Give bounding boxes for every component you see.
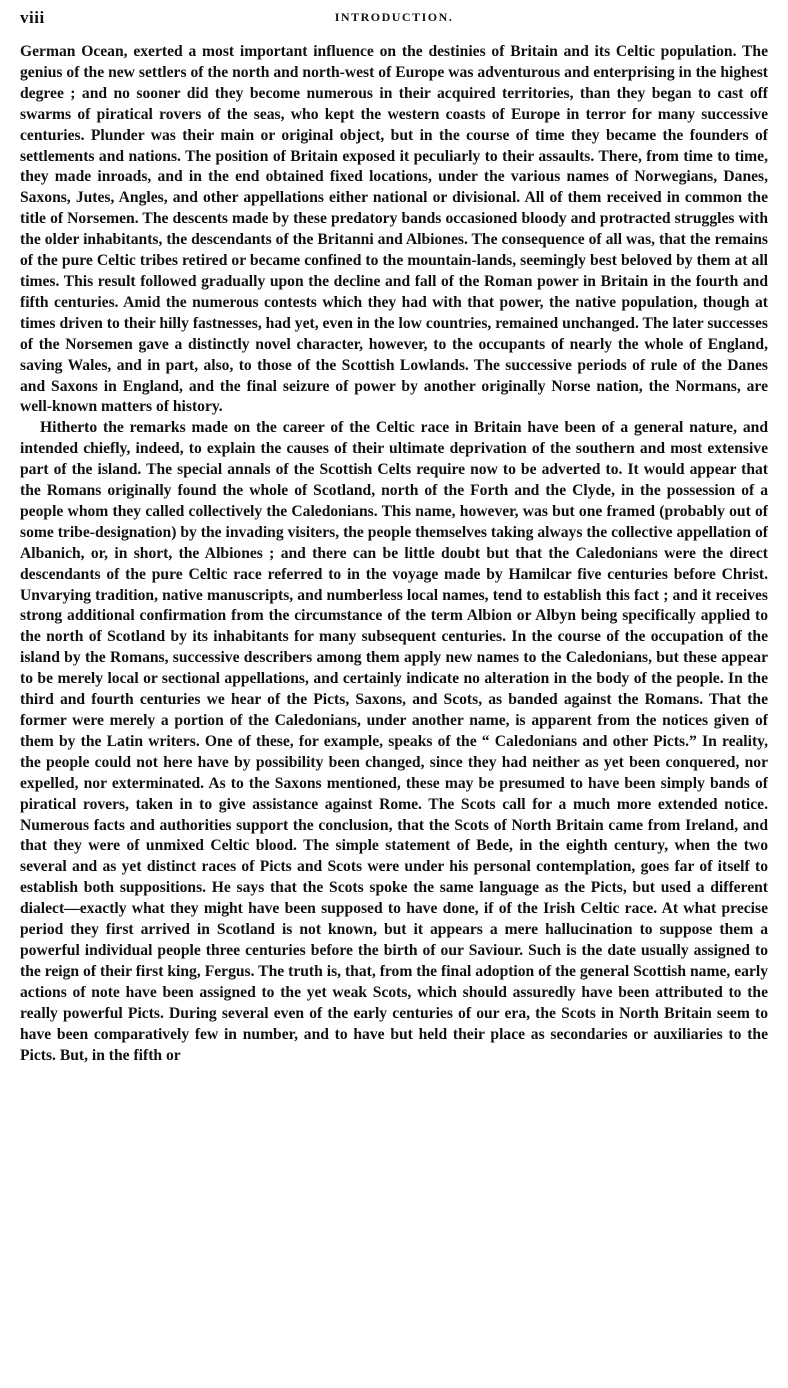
- running-title: INTRODUCTION.: [334, 10, 454, 24]
- paragraph-scottish-celts: Hitherto the remarks made on the career of the Celtic race in Britain have been of a general nature, and intended chiefly, indeed, to explain the causes of their ultimate deprivation of the southern and most extensive part of the island. The special annals of the Scottish Celts require now to be adverted to. It would appear that the Romans originally found the whole of Scotland, north of the Forth and the Clyde, in the possession of a people whom they called collectively the Caledonians. This name, however, was but one framed (probably out of some tribe-designation) by the invading visiters, the people themselves taking always the collective appellation of Albanich, or, in short, the Albiones ; and there can be little doubt but that the Caledonians were the direct descendants of the pure Celtic race referred to in the voyage made by Hamilcar five centuries before Christ. Unvarying tradition, native manuscripts, and numberless local names, tend to establish this fact ; and it receives strong additional confirmation from the circumstance of the term Albion or Albyn being specifically applied to the north of Scotland by its inhabitants for many subsequent centuries. In the course of the occupation of the island by the Romans, successive describers among them apply new names to the Caledonians, but these appear to be merely local or sectional appellations, and certainly indicate no alteration in the body of the people. In the third and fourth centuries we hear of the Picts, Saxons, and Scots, as banded against the Romans. That the former were merely a portion of the Caledonians, under another name, is apparent from the notices given of them by the Latin writers. One of these, for example, speaks of the “ Caledonians and other Picts.” In reality, the people could not here have by possibility been changed, since they had neither as yet been conquered, nor expelled, nor exterminated. As to the Saxons mentioned, these may be presumed to have been simply bands of piratical rovers, taken in to give assistance against Rome. The Scots call for a much more extended notice. Numerous facts and authorities support the conclusion, that the Scots of North Britain came from Ireland, and that they were of unmixed Celtic blood. The simple statement of Bede, in the eighth century, when the two several and as yet distinct races of Picts and Scots were under his personal contemplation, goes far of itself to establish both suppositions. He says that the Scots spoke the same language as the Picts, but used a different dialect—exactly what they might have been supposed to have done, if of the Irish Celtic race. At what precise period they first arrived in Scotland is not known, but it appears a mere hallucination to suppose them a powerful individual people three centuries before the birth of our Saviour. Such is the date usually assigned to the reign of their first king, Fergus. The truth is, that, from the final adoption of the general Scottish name, early actions of note have been assigned to the yet weak Scots, which should assuredly have been attributed to the really powerful Picts. During several even of the early centuries of our era, the Scots in North Britain seem to have been comparatively few in number, and to have but held their place as secondaries or auxiliaries to the Picts. But, in the fifth or: [20, 419, 768, 1064]
- page-number: viii: [20, 8, 45, 27]
- paragraph-norsemen: German Ocean, exerted a most important influence on the destinies of Britain and its Celtic population. The genius of the new settlers of the north and north-west of Europe was adventurous and enterprising in the highest degree ; and no sooner did they become numerous in their acquired territories, than they began to cast off swarms of piratical rovers of the seas, who kept the western coasts of Europe in terror for many successive centuries. Plunder was their main or original object, but in the course of time they became the founders of settlements and nations. The position of Britain exposed it peculiarly to their assaults. There, from time to time, they made inroads, and in the end obtained fixed locations, under the various names of Norwegians, Danes, Saxons, Jutes, Angles, and other appellations either national or divisional. All of them received in common the title of Norsemen. The descents made by these predatory bands occasioned bloody and protracted struggles with the older inhabitants, the descendants of the Britanni and Albiones. The consequence of all was, that the remains of the pure Celtic tribes retired or became confined to the mountain-lands, seemingly best beloved by them at all times. This result followed gradually upon the decline and fall of the Roman power in Britain in the fourth and fifth centuries. Amid the numerous contests which they had with that power, the native population, though at times driven to their hilly fastnesses, had yet, even in the low countries, remained unchanged. The later successes of the Norsemen gave a distinctly novel character, however, to the occupants of nearly the whole of England, saving Wales, and in part, also, to those of the Scottish Lowlands. The successive periods of rule of the Danes and Saxons in England, and the final seizure of power by another originally Norse nation, the Normans, are well-known matters of history.: [20, 43, 768, 416]
- book-page: [20, 8, 768, 1380]
- running-head: [20, 8, 768, 38]
